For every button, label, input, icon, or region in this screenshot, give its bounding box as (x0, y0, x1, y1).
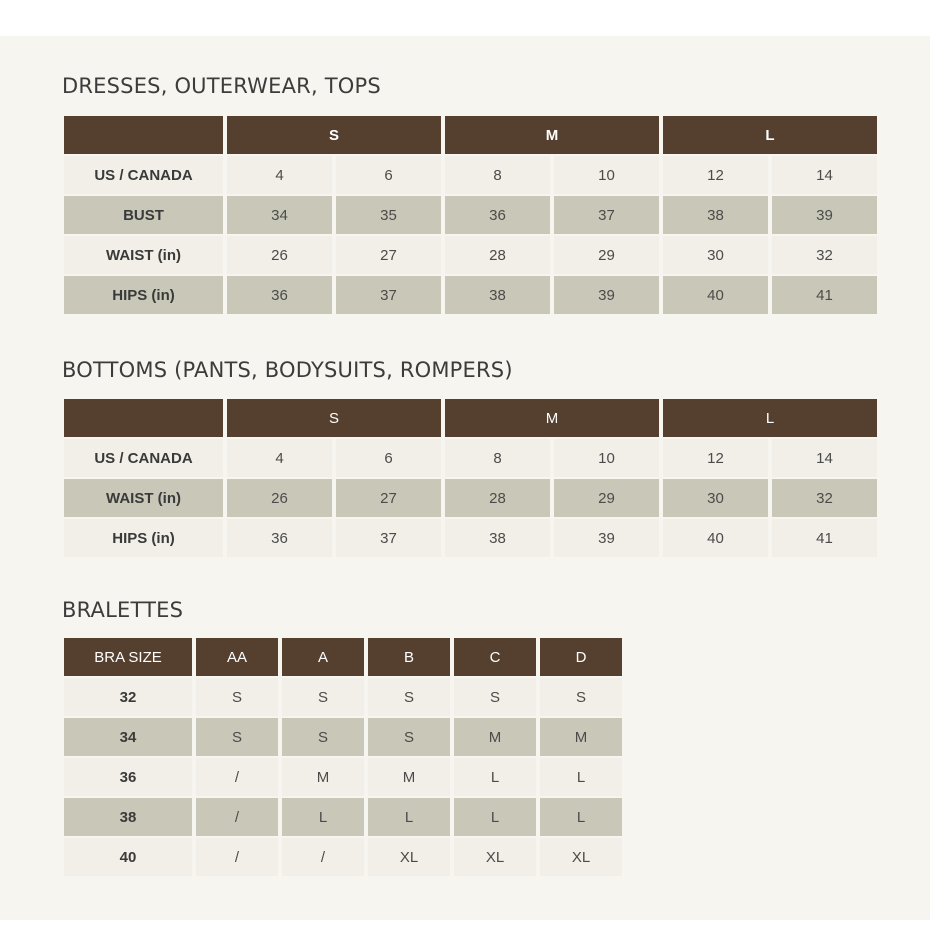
size-table-bottoms (60, 397, 881, 559)
table-row (64, 758, 622, 796)
table-cell: 35 (336, 196, 441, 234)
table-row (64, 156, 877, 194)
table-cell: 30 (663, 479, 768, 517)
table-row (64, 439, 877, 477)
row-label: HIPS (in) (64, 276, 223, 314)
row-label: 38 (64, 798, 192, 836)
table-cell: 36 (227, 519, 332, 557)
header-size-m: M (445, 116, 659, 154)
table-cell: 8 (445, 156, 550, 194)
table-cell: 36 (445, 196, 550, 234)
table-cell: 10 (554, 439, 659, 477)
table-row (64, 838, 622, 876)
row-label: WAIST (in) (64, 236, 223, 274)
table-cell: S (454, 678, 536, 716)
table-cell: 39 (554, 276, 659, 314)
table-cell: S (196, 718, 278, 756)
section-title-dresses: DRESSES, OUTERWEAR, TOPS (62, 74, 381, 98)
table-cell: 37 (336, 276, 441, 314)
table-cell: 37 (554, 196, 659, 234)
header-size-s: S (227, 399, 441, 437)
table-cell: S (282, 718, 364, 756)
table-cell: 32 (772, 479, 877, 517)
table-row (64, 718, 622, 756)
table-cell: 4 (227, 439, 332, 477)
row-label: 32 (64, 678, 192, 716)
table-cell: 26 (227, 236, 332, 274)
table-cell: 28 (445, 479, 550, 517)
table-cell: 12 (663, 439, 768, 477)
header-size-l: L (663, 116, 877, 154)
table-cell: 6 (336, 439, 441, 477)
table-cell: / (282, 838, 364, 876)
row-label: US / CANADA (64, 156, 223, 194)
section-title-bottoms: BOTTOMS (PANTS, BODYSUITS, ROMPERS) (62, 358, 513, 382)
table-cell: L (540, 798, 622, 836)
header-bra-size: BRA SIZE (64, 638, 192, 676)
table-cell: 38 (445, 519, 550, 557)
header-size-m: M (445, 399, 659, 437)
row-label: 34 (64, 718, 192, 756)
header-cup-a: A (282, 638, 364, 676)
table-cell: 27 (336, 236, 441, 274)
table-cell: 32 (772, 236, 877, 274)
table-row (64, 276, 877, 314)
table-cell: 30 (663, 236, 768, 274)
table-cell: XL (454, 838, 536, 876)
header-cup-b: B (368, 638, 450, 676)
row-label: 36 (64, 758, 192, 796)
table-cell: L (368, 798, 450, 836)
table-cell: 29 (554, 236, 659, 274)
table-cell: 38 (663, 196, 768, 234)
header-size-l: L (663, 399, 877, 437)
table-cell: 27 (336, 479, 441, 517)
table-cell: M (282, 758, 364, 796)
table-cell: 29 (554, 479, 659, 517)
table-cell: 4 (227, 156, 332, 194)
header-cup-d: D (540, 638, 622, 676)
table-cell: 37 (336, 519, 441, 557)
table-cell: / (196, 758, 278, 796)
table-row (64, 236, 877, 274)
table-cell: 40 (663, 276, 768, 314)
header-corner (64, 116, 223, 154)
table-cell: L (454, 758, 536, 796)
section-title-bralettes: BRALETTES (62, 598, 184, 622)
row-label: US / CANADA (64, 439, 223, 477)
table-cell: M (368, 758, 450, 796)
table-cell: 34 (227, 196, 332, 234)
table-cell: 38 (445, 276, 550, 314)
row-label: 40 (64, 838, 192, 876)
table-header-row (64, 638, 622, 676)
table-cell: S (368, 718, 450, 756)
table-header-row (64, 399, 877, 437)
table-cell: 14 (772, 439, 877, 477)
row-label: HIPS (in) (64, 519, 223, 557)
table-row (64, 678, 622, 716)
size-table-bralettes (60, 636, 626, 878)
table-row (64, 196, 877, 234)
table-cell: 10 (554, 156, 659, 194)
header-cup-c: C (454, 638, 536, 676)
row-label: WAIST (in) (64, 479, 223, 517)
table-cell: 12 (663, 156, 768, 194)
table-row (64, 479, 877, 517)
table-cell: L (282, 798, 364, 836)
size-table-dresses (60, 114, 881, 316)
table-cell: S (368, 678, 450, 716)
table-header-row (64, 116, 877, 154)
table-cell: L (454, 798, 536, 836)
table-cell: 28 (445, 236, 550, 274)
table-row (64, 519, 877, 557)
header-size-s: S (227, 116, 441, 154)
table-cell: 26 (227, 479, 332, 517)
table-cell: M (540, 718, 622, 756)
table-cell: S (196, 678, 278, 716)
table-cell: / (196, 798, 278, 836)
table-cell: 6 (336, 156, 441, 194)
table-cell: 36 (227, 276, 332, 314)
table-cell: M (454, 718, 536, 756)
table-cell: L (540, 758, 622, 796)
table-cell: 14 (772, 156, 877, 194)
table-cell: / (196, 838, 278, 876)
table-cell: XL (368, 838, 450, 876)
table-cell: S (282, 678, 364, 716)
table-cell: 40 (663, 519, 768, 557)
table-cell: XL (540, 838, 622, 876)
table-row (64, 798, 622, 836)
table-cell: 41 (772, 519, 877, 557)
table-cell: 39 (772, 196, 877, 234)
table-cell: 41 (772, 276, 877, 314)
header-corner (64, 399, 223, 437)
table-cell: 39 (554, 519, 659, 557)
header-cup-aa: AA (196, 638, 278, 676)
table-cell: S (540, 678, 622, 716)
table-cell: 8 (445, 439, 550, 477)
row-label: BUST (64, 196, 223, 234)
